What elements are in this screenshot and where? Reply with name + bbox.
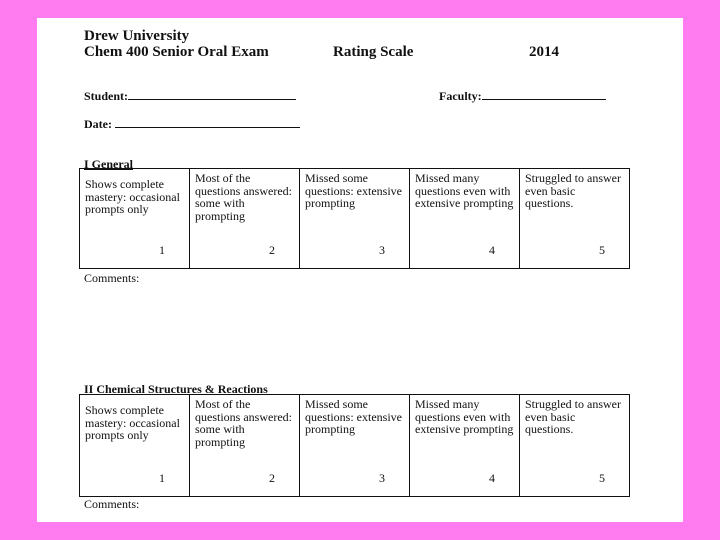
rating-cell-4[interactable] (410, 395, 520, 497)
rating-description: Missed some questions: extensive prompting (305, 397, 402, 436)
section-1-title: I General (84, 157, 133, 171)
section-2-rating-table (79, 394, 630, 497)
exam-year: 2014 (529, 44, 559, 60)
exam-title: Chem 400 Senior Oral Exam (84, 44, 269, 60)
student-field[interactable] (84, 88, 296, 104)
rating-description: Struggled to answer even basic questions. (525, 397, 621, 436)
rating-number: 3 (379, 242, 385, 257)
rating-description: Missed many questions even with extensive prompting (415, 397, 514, 436)
rating-description: Most of the questions answered: some with prompting (195, 397, 292, 449)
rating-number: 1 (159, 242, 165, 257)
rating-description: Most of the questions answered: some with prompting (195, 171, 292, 223)
section-2-title: II Chemical Structures & Reactions (84, 382, 268, 396)
date-blank[interactable] (115, 116, 300, 128)
rating-description: Missed some questions: extensive prompting (305, 171, 402, 210)
faculty-label: Faculty: (439, 89, 482, 103)
rating-description: Struggled to answer even basic questions. (525, 171, 621, 210)
date-field[interactable] (84, 116, 300, 132)
rating-cell-3[interactable] (300, 395, 410, 497)
rating-cell-2[interactable] (190, 395, 300, 497)
student-label: Student: (84, 89, 129, 103)
rating-description: Shows complete mastery: occasional prompts only (85, 177, 180, 216)
university-title: Drew University (84, 28, 190, 44)
section-1-rating-table (79, 168, 630, 269)
rating-cell-1[interactable] (80, 169, 190, 269)
student-blank[interactable] (128, 88, 296, 100)
rating-cell-4[interactable] (410, 169, 520, 269)
faculty-field[interactable] (439, 88, 606, 104)
rating-scale-title: Rating Scale (333, 44, 414, 60)
rating-description: Shows complete mastery: occasional prompts only (85, 403, 180, 442)
rating-cell-5[interactable] (520, 395, 630, 497)
section-1-comments-label: Comments: (84, 271, 140, 285)
rating-number: 3 (379, 470, 385, 485)
rating-cell-5[interactable] (520, 169, 630, 269)
rating-description: Missed many questions even with extensive prompting (415, 171, 514, 210)
rating-number: 1 (159, 470, 165, 485)
rating-number: 2 (269, 242, 275, 257)
rating-number: 4 (489, 242, 495, 257)
rating-number: 2 (269, 470, 275, 485)
rating-cell-3[interactable] (300, 169, 410, 269)
document-page (37, 18, 683, 522)
rating-number: 5 (599, 470, 605, 485)
rating-number: 5 (599, 242, 605, 257)
section-2-comments-label: Comments: (84, 497, 140, 511)
faculty-blank[interactable] (482, 88, 606, 100)
rating-cell-2[interactable] (190, 169, 300, 269)
date-label: Date: (84, 117, 112, 131)
rating-cell-1[interactable] (80, 395, 190, 497)
rating-number: 4 (489, 470, 495, 485)
